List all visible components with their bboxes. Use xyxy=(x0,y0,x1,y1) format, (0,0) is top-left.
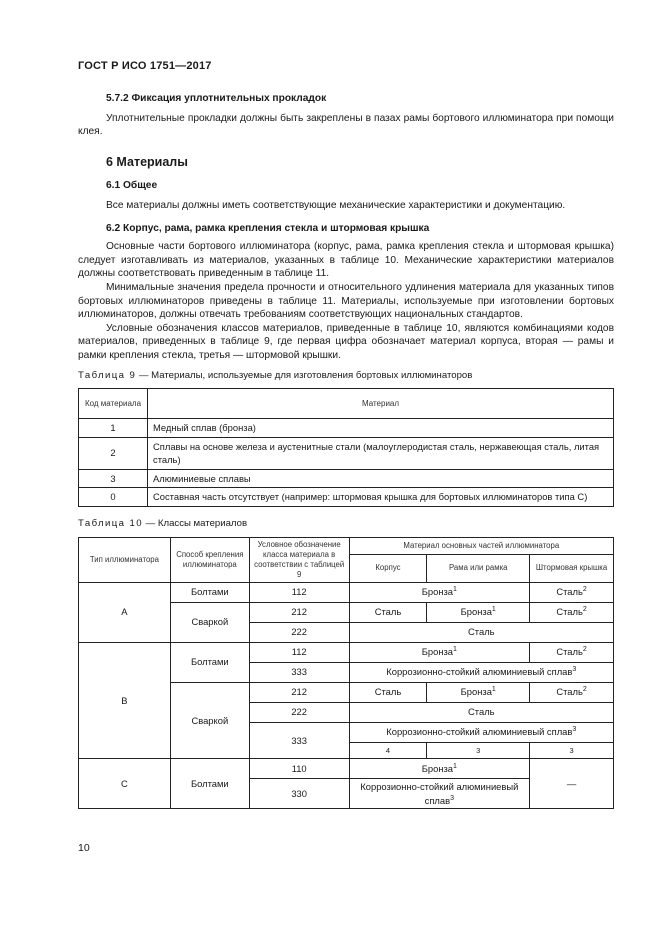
class-cell: 222 xyxy=(249,702,349,722)
method-cell: Болтами xyxy=(170,759,249,809)
table-row xyxy=(79,488,614,507)
table-10-header-method: Способ крепления иллюминатора xyxy=(170,537,249,582)
material-cell: Бронза$^1$ xyxy=(349,642,530,662)
table-10-header-cover: Штормовая крышка xyxy=(530,554,614,582)
material-cell: Коррозионно-стойкий алюминиевый сплав$^3$ xyxy=(349,722,613,742)
table-9-material: Алюминиевые сплавы xyxy=(148,469,614,488)
class-cell: 330 xyxy=(249,779,349,809)
material-cell: Сталь$^2$ xyxy=(530,602,614,622)
material-cell: Сталь xyxy=(349,622,613,642)
table-10-header-type: Тип иллюминатора xyxy=(79,537,171,582)
table-10-title: — Классы материалов xyxy=(145,518,248,530)
material-cell: Бронза$^1$ xyxy=(349,582,530,602)
section-6-2-para-3: Условные обозначения классов материалов, приведенные в таблице 10, являются комбинациями кодов материалов, приведенных в таблице 9, где первая цифра обозначает материал корпуса, вторая — рамы и рамки крепления стекла, третья — штормовой крышки. xyxy=(78,322,614,361)
type-cell: C xyxy=(79,759,171,809)
table-10-label: Таблица 10 xyxy=(78,518,143,530)
material-cell: Сталь xyxy=(349,682,427,702)
material-cell: Бронза$^1$ xyxy=(427,602,530,622)
section-6-title: 6 Материалы xyxy=(106,154,188,169)
material-cell: Сталь$^2$ xyxy=(530,582,614,602)
material-cell: Сталь xyxy=(349,702,613,722)
table-10-header-class: Условное обозначение класса материала в соответствии с таблицей 9 xyxy=(249,537,349,582)
table-9-header-material: Материал xyxy=(148,389,614,419)
table-9-material: Сплавы на основе железа и аустенитные стали (малоуглеродистая сталь, нержавеющая сталь, литая сталь) xyxy=(148,437,614,469)
page-content xyxy=(78,92,614,809)
material-cell: Сталь xyxy=(349,602,427,622)
page-number: 10 xyxy=(78,842,90,854)
class-cell: 212 xyxy=(249,602,349,622)
table-9-code: 2 xyxy=(79,437,148,469)
method-cell: Сваркой xyxy=(170,682,249,759)
table-9-code: 1 xyxy=(79,419,148,438)
material-cell: Сталь$^2$ xyxy=(530,642,614,662)
section-5-7-2-title: 5.7.2 Фиксация уплотнительных прокладок xyxy=(106,93,327,104)
digit-cell: 3 xyxy=(427,742,530,759)
table-row xyxy=(79,759,614,779)
table-row xyxy=(79,419,614,438)
material-cell: Бронза$^1$ xyxy=(349,759,530,779)
type-cell: B xyxy=(79,642,171,759)
section-6-1-title: 6.1 Общее xyxy=(106,180,158,192)
table-10-header-frame: Рама или рамка xyxy=(427,554,530,582)
digit-cell: 4 xyxy=(349,742,427,759)
digit-cell: 3 xyxy=(530,742,614,759)
class-cell: 222 xyxy=(249,622,349,642)
table-9-caption xyxy=(78,369,614,383)
table-10 xyxy=(78,537,614,810)
method-cell: Сваркой xyxy=(170,602,249,642)
table-row xyxy=(79,437,614,469)
table-row xyxy=(79,469,614,488)
class-cell: 333 xyxy=(249,662,349,682)
table-9 xyxy=(78,388,614,507)
material-cell: Коррозионно-стойкий алюминиевый сплав$^3$ xyxy=(349,662,613,682)
material-cell: Бронза$^1$ xyxy=(427,682,530,702)
method-cell: Болтами xyxy=(170,582,249,602)
class-cell: 112 xyxy=(249,582,349,602)
document-header: ГОСТ Р ИСО 1751—2017 xyxy=(78,60,212,72)
table-9-code: 3 xyxy=(79,469,148,488)
table-10-header-body: Корпус xyxy=(349,554,427,582)
class-cell: 112 xyxy=(249,642,349,662)
class-cell: 110 xyxy=(249,759,349,779)
table-9-title: — Материалы, используемые для изготовления бортовых иллюминаторов xyxy=(138,369,473,381)
table-9-header-code: Код материала xyxy=(79,389,148,419)
method-cell: Болтами xyxy=(170,642,249,682)
section-6-2-para-1: Основные части бортового иллюминатора (корпус, рама, рамка крепления стекла и штормовая крышка) следует изготавливать из материалов, указанных в таблице 10. Механические характеристики материалов должны соответствовать приведенным в таблице 11. xyxy=(78,241,614,280)
material-cell: Сталь$^2$ xyxy=(530,682,614,702)
type-cell: А xyxy=(79,582,171,642)
table-9-material: Составная часть отсутствует (например: штормовая крышка для бортовых иллюминаторов типа С) xyxy=(148,488,614,507)
section-6-1-text: Все материалы должны иметь соответствующие механические характеристики и документацию. xyxy=(106,199,566,211)
material-cell: — xyxy=(530,759,614,809)
section-5-7-2-text: Уплотнительные прокладки должны быть закреплены в пазах рамы бортового иллюминатора при помощи клея. xyxy=(78,112,614,138)
section-6-2-para-2: Минимальные значения предела прочности и относительного удлинения материала для указанных типов бортовых иллюминаторов приведены в таблице 11. Материалы, используемые при изготовлении бортовых иллюминаторов, должны отвечать требованиям соответствующих национальных стандартов. xyxy=(78,281,614,321)
table-9-material: Медный сплав (бронза) xyxy=(148,419,614,438)
table-9-label: Таблица 9 xyxy=(78,369,137,381)
table-10-caption xyxy=(78,517,614,531)
class-cell: 212 xyxy=(249,682,349,702)
class-cell: 333 xyxy=(249,722,349,759)
table-9-code: 0 xyxy=(79,488,148,507)
table-row xyxy=(79,582,614,602)
material-cell: Коррозионно-стойкий алюминиевый сплав$^3$ xyxy=(349,779,530,809)
table-10-header-material: Материал основных частей иллюминатора xyxy=(349,537,613,554)
table-row xyxy=(79,642,614,662)
section-6-2-title: 6.2 Корпус, рама, рамка крепления стекла и штормовая крышка xyxy=(106,222,430,234)
